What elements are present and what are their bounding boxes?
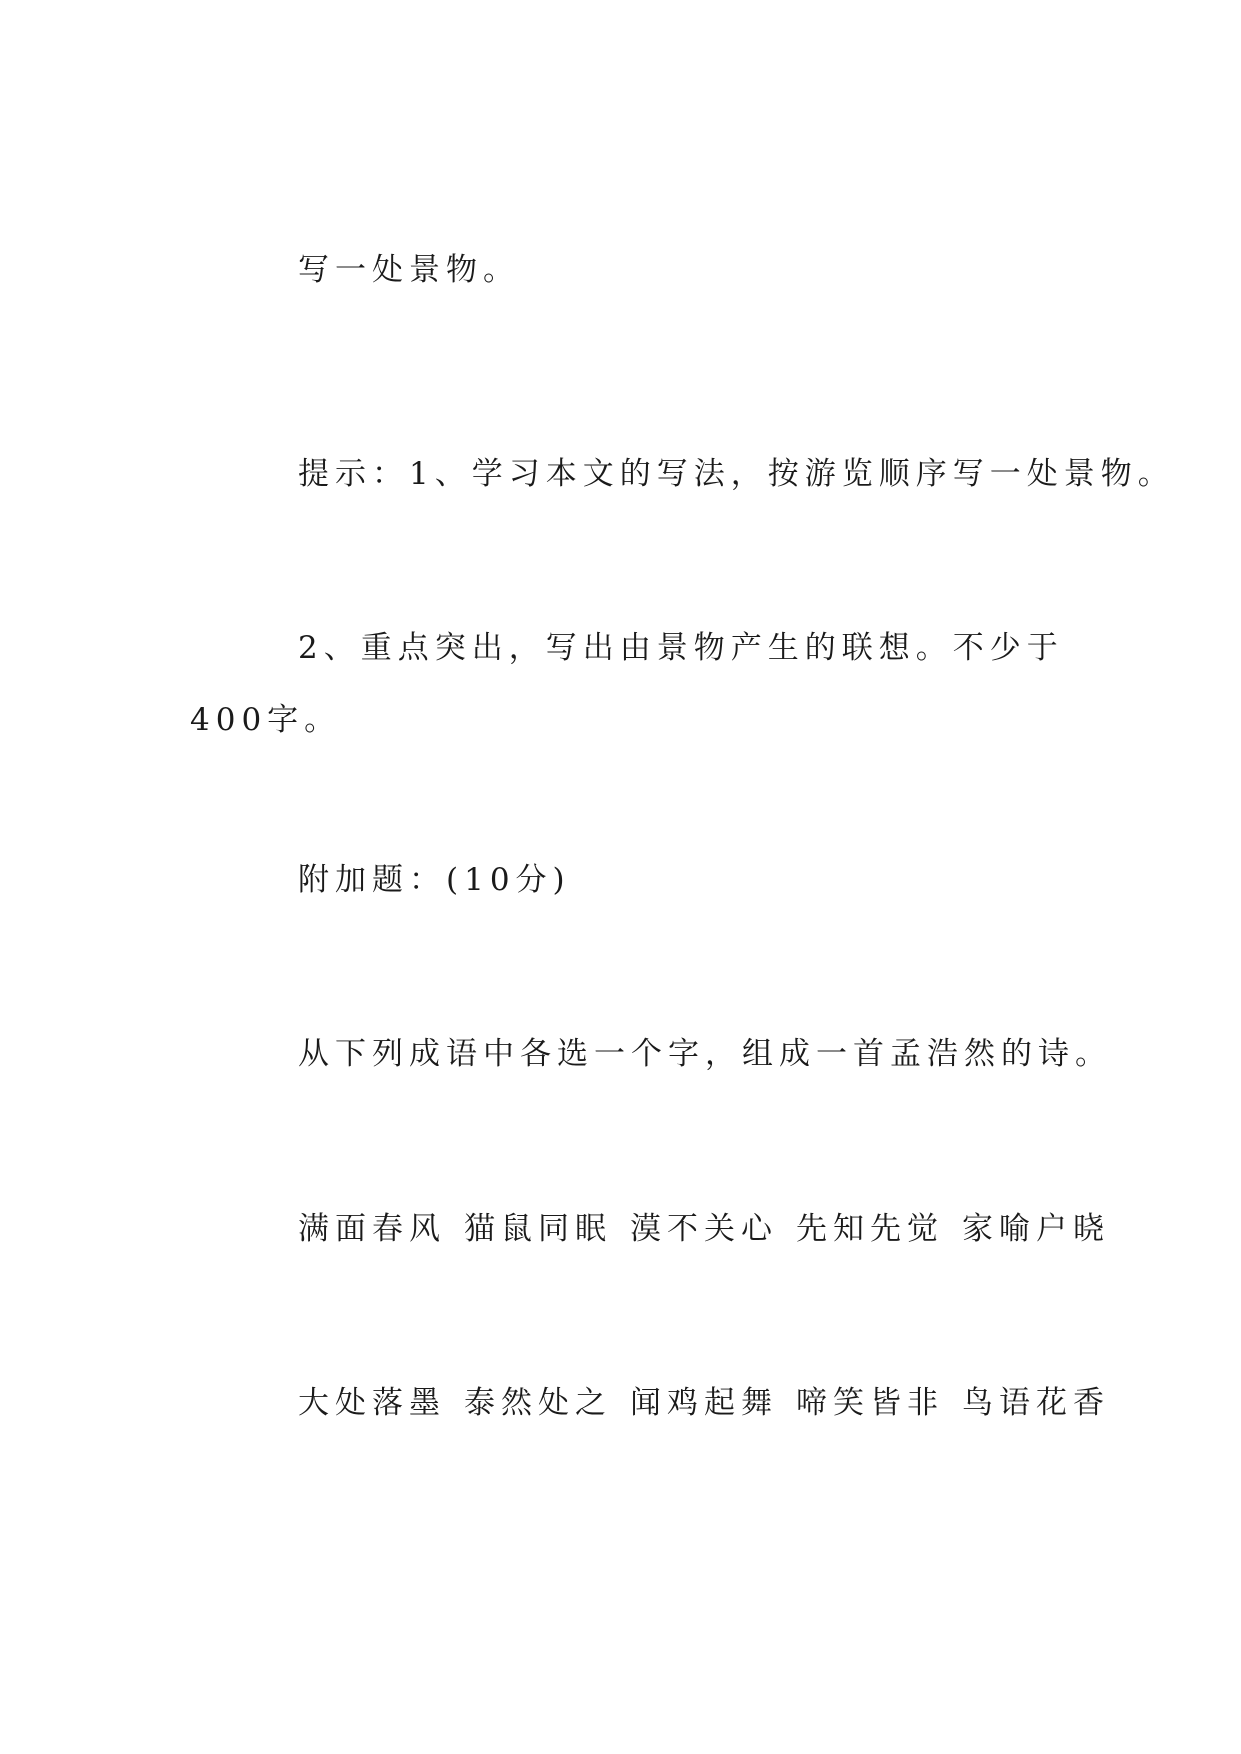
idiom-row-2: [298, 1385, 1128, 1421]
idiom: 满面春风: [298, 1211, 446, 1247]
idiom: 漠不关心: [630, 1211, 778, 1247]
idiom: 大处落墨: [298, 1385, 446, 1421]
paragraph-bonus-title: 附加题：(10分): [298, 862, 571, 898]
idiom: 先知先觉: [796, 1211, 944, 1247]
idiom: 鸟语花香: [962, 1385, 1110, 1421]
idiom-row-1: [298, 1211, 1128, 1247]
paragraph-instruction: 从下列成语中各选一个字，组成一首孟浩然的诗。: [298, 1036, 1112, 1072]
idiom: 闻鸡起舞: [630, 1385, 778, 1421]
paragraph-hint-2: 2、重点突出，写出由景物产生的联想。不少于400字。: [190, 630, 1064, 738]
paragraph-hint-1: 提示：1、学习本文的写法，按游览顺序写一处景物。: [298, 456, 1175, 492]
idiom: 猫鼠同眠: [464, 1211, 612, 1247]
paragraph-topic: 写一处景物。: [298, 252, 520, 288]
idiom: 啼笑皆非: [796, 1385, 944, 1421]
idiom: 泰然处之: [464, 1385, 612, 1421]
idiom: 家喻户晓: [962, 1211, 1110, 1247]
